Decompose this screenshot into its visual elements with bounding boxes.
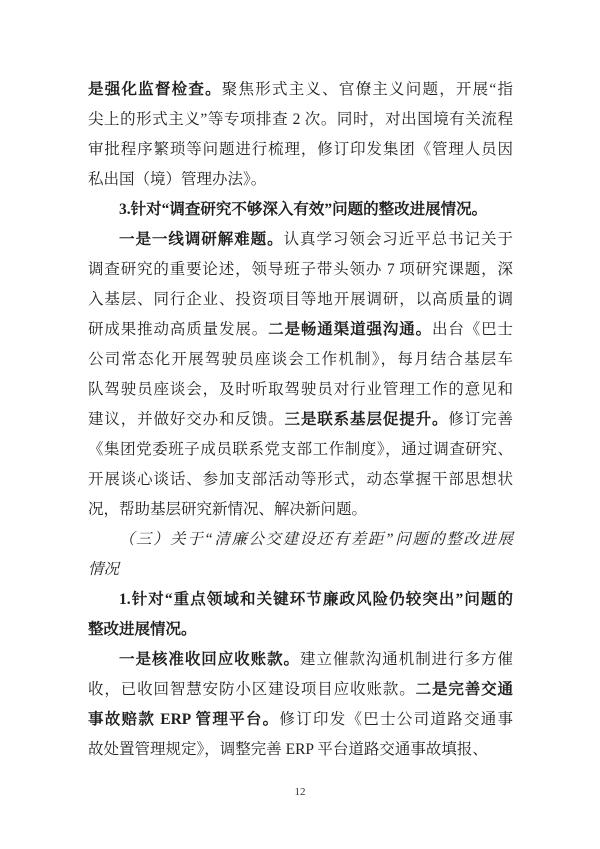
- text-run: 一是一线调研解难题。: [119, 231, 284, 248]
- text-line: [88, 675, 513, 705]
- text-run: 三是联系基层促提升。: [284, 411, 449, 428]
- text-run: 是强化监督检查。: [88, 81, 222, 98]
- text-run: 队驾驶员座谈会，及时听取驾驶员对行业管理工作的意见和: [88, 381, 513, 398]
- text-line: [88, 165, 513, 195]
- text-line: [88, 495, 513, 525]
- text-line: [88, 75, 513, 105]
- text-line: [88, 705, 513, 735]
- text-run: 调查研究的重要论述，领导班子带头领办 7 项研究课题，深: [88, 261, 513, 278]
- text-run: 情况: [88, 561, 120, 578]
- text-run: 二是完善交通: [415, 681, 513, 698]
- text-line: [88, 585, 513, 615]
- text-run: 整改进展情况。: [88, 621, 197, 638]
- text-line: [88, 645, 513, 675]
- text-run: 聚焦形式主义、官僚主义问题，开展“指: [221, 81, 513, 98]
- text-line: [88, 615, 513, 645]
- text-run: 《集团党委班子成员联系党支部工作制度》，通过调查研究、: [88, 441, 513, 458]
- text-run: 1.针对“重点领域和关键环节廉政风险仍较突出”问题的: [119, 591, 513, 608]
- text-run: 二是畅通渠道强沟通。: [268, 321, 432, 338]
- text-run: 私出国（境）管理办法》。: [88, 171, 267, 188]
- text-line: [88, 465, 513, 495]
- text-run: 建议，并做好交办和反馈。: [88, 411, 285, 428]
- text-run: （三）关于“清廉公交建设还有差距”问题的整改进展: [119, 531, 513, 548]
- text-run: 事故赔款 ERP 管理平台。: [88, 711, 280, 728]
- text-run: 开展谈心谈话、参加支部活动等形式，动态掌握干部思想状: [88, 471, 513, 488]
- text-line: [88, 285, 513, 315]
- document-text: [88, 75, 513, 765]
- text-run: 修订印发《巴士公司道路交通事: [279, 711, 513, 728]
- text-line: [88, 375, 513, 405]
- text-line: [88, 345, 513, 375]
- text-line: [88, 255, 513, 285]
- text-run: 3.针对“调查研究不够深入有效”问题的整改进展情况。: [119, 201, 488, 218]
- text-line: [88, 105, 513, 135]
- text-run: 公司常态化开展驾驶员座谈会工作机制》，每月结合基层车: [88, 351, 513, 368]
- text-run: 况，帮助基层研究新情况、解决新问题。: [88, 501, 368, 518]
- text-run: 出台《巴士: [431, 321, 513, 338]
- text-run: 故处置管理规定》，调整完善 ERP 平台道路交通事故填报、: [88, 741, 488, 758]
- text-run: 入基层、同行企业、投资项目等地开展调研，以高质量的调: [88, 291, 513, 308]
- text-line: [88, 135, 513, 165]
- text-run: 一是核准收回应收账款。: [119, 651, 301, 668]
- text-line: [88, 435, 513, 465]
- text-run: 修订完善: [448, 411, 513, 428]
- text-line: [88, 555, 513, 585]
- page-number: 12: [294, 786, 306, 798]
- text-run: 尖上的形式主义”等专项排查 2 次。同时，对出国境有关流程: [88, 111, 513, 128]
- text-line: [88, 735, 513, 765]
- text-line: [88, 405, 513, 435]
- text-line: [88, 195, 513, 225]
- text-run: 审批程序繁琐等问题进行梳理，修订印发集团《管理人员因: [88, 141, 513, 158]
- text-run: 认真学习领会习近平总书记关于: [283, 231, 513, 248]
- text-line: [88, 225, 513, 255]
- text-run: 收，已收回智慧安防小区建设项目应收账款。: [88, 681, 416, 698]
- text-run: 建立催款沟通机制进行多方催: [300, 651, 513, 668]
- text-run: 研成果推动高质量发展。: [88, 321, 269, 338]
- text-line: [88, 525, 513, 555]
- text-line: [88, 315, 513, 345]
